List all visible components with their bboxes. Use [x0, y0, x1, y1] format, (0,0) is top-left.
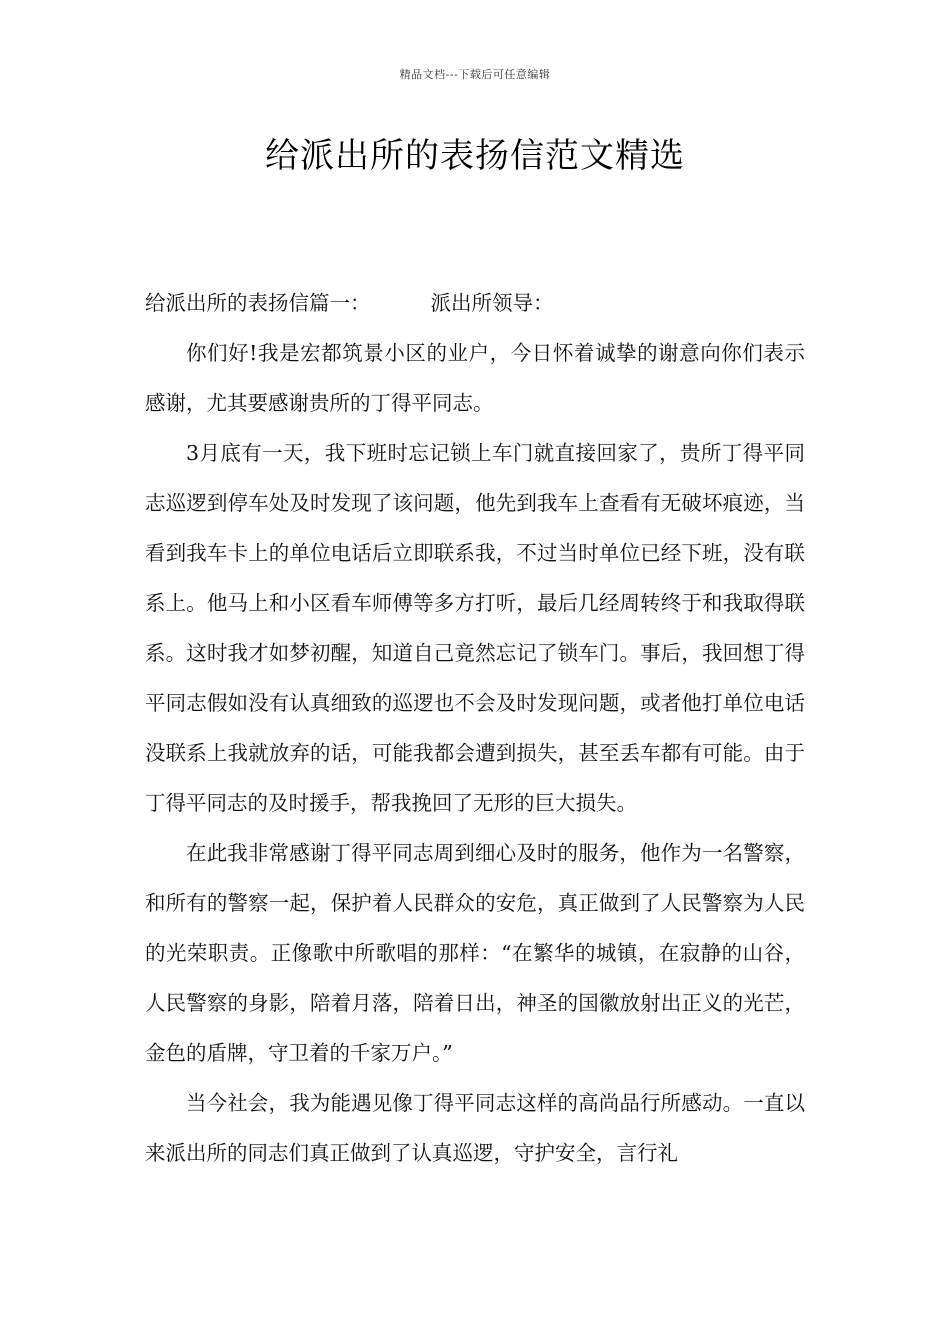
opening-line — [145, 278, 805, 328]
document-title: 给派出所的表扬信范文精选 — [265, 136, 685, 176]
document-body — [145, 278, 805, 1178]
paragraph: 在此我非常感谢丁得平同志周到细心及时的服务，他作为一名警察，和所有的警察一起，保护着人民群众的安危，真正做到了人民警察为人民的光荣职责。正像歌中所歌唱的那样：“在繁华的城镇，在寂静的山谷，人民警察的身影，陪着月落，陪着日出，神圣的国徽放射出正义的光芒，金色的盾牌，守卫着的千家万户。” — [145, 841, 805, 1065]
paragraph: 当今社会，我为能遇见像丁得平同志这样的高尚品行所感动。一直以来派出所的同志们真正做到了认真巡逻，守护安全，言行礼 — [145, 1091, 805, 1165]
salutation: 派出所领导： — [430, 291, 554, 315]
paragraph: 3月底有一天，我下班时忘记锁上车门就直接回家了，贵所丁得平同志巡逻到停车处及时发现了该问题，他先到我车上查看有无破坏痕迹，当看到我车卡上的单位电话后立即联系我，不过当时单位已经下班，没有联系上。他马上和小区看车师傅等多方打听，最后几经周转终于和我取得联系。这时我才如梦初醒，知道自己竟然忘记了锁车门。事后，我回想丁得平同志假如没有认真细致的巡逻也不会及时发现问题，或者他打单位电话没联系上我就放弃的话，可能我都会遭到损失，甚至丢车都有可能。由于丁得平同志的及时援手，帮我挽回了无形的巨大损失。 — [145, 441, 805, 815]
header-note: 精品文档---下载后可任意编辑 — [399, 68, 551, 81]
paragraph: 你们好!我是宏都筑景小区的业户，今日怀着诚挚的谢意向你们表示感谢，尤其要感谢贵所的丁得平同志。 — [145, 341, 805, 415]
letter-heading: 给派出所的表扬信篇一： — [145, 291, 371, 315]
